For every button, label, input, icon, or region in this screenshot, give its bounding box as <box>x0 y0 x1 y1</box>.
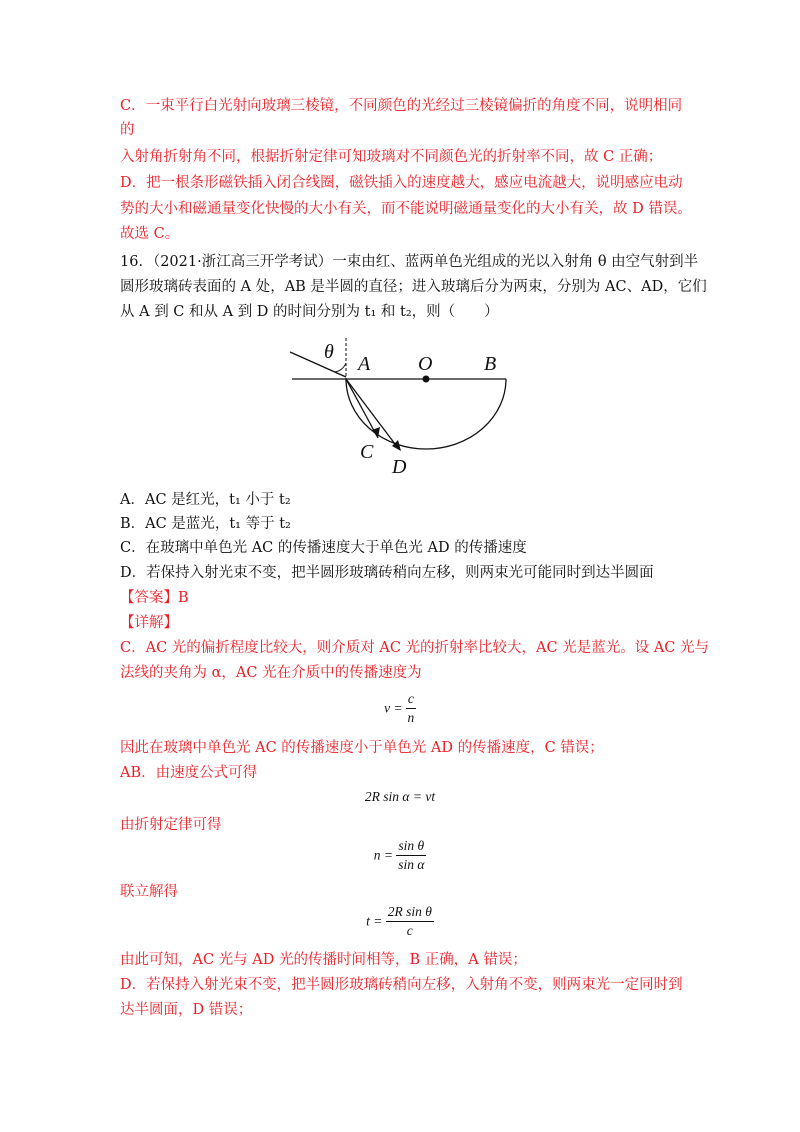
detail-c-line1: C．AC 光的偏折程度比较大，则介质对 AC 光的折射率比较大，AC 光是蓝光。设 AC 光与 <box>120 640 710 656</box>
detail-d-line1: D．若保持入射光束不变，把半圆形玻璃砖稍向左移，入射角不变，则两束光一定同时到 <box>120 977 683 993</box>
prev-option-c-line1: C．一束平行白光射向玻璃三棱镜，不同颜色的光经过三棱镜偏折的角度不同，说明相同 <box>120 98 683 114</box>
equation-t <box>350 904 450 939</box>
equation-n-numerator: sin θ <box>396 838 426 856</box>
label-d: D <box>392 456 407 478</box>
prev-option-c-line3: 入射角折射角不同，根据折射定律可知玻璃对不同颜色光的折射率不同，故 C 正确； <box>120 149 663 165</box>
label-o: O <box>418 353 433 375</box>
detail-d-line2: 达半圆面，D 错误； <box>120 1002 253 1018</box>
equation-t-lhs: t = <box>366 913 383 929</box>
equation-v <box>370 691 430 726</box>
answer-label: 【答案】 <box>120 590 178 606</box>
theta-arc <box>334 363 346 372</box>
equation-n <box>360 838 440 873</box>
incident-ray <box>290 352 346 377</box>
equation-t-fraction <box>386 904 434 939</box>
question-16-line2: 圆形玻璃砖表面的 A 处，AB 是半圆的直径；进入玻璃后分为两束，分别为 AC、AD，它们 <box>120 279 707 295</box>
ray-ac <box>346 379 378 438</box>
detail-ab-line: AB．由速度公式可得 <box>120 765 258 781</box>
ray-ad <box>346 379 398 448</box>
prev-option-c-line2: 的 <box>120 122 135 138</box>
detail-conclusion: 由此可知，AC 光与 AD 光的传播时间相等，B 正确，A 错误； <box>120 952 527 968</box>
label-theta: θ <box>324 341 334 363</box>
label-a: A <box>358 353 371 375</box>
equation-n-lhs: n = <box>373 847 394 863</box>
option-c: C．在玻璃中单色光 AC 的传播速度大于单色光 AD 的传播速度 <box>120 540 527 556</box>
semicircle-glass-figure <box>280 330 540 480</box>
equation-v-numerator: c <box>406 691 416 709</box>
label-b: B <box>484 353 497 375</box>
equation-n-fraction <box>396 838 426 873</box>
option-d: D．若保持入射光束不变，把半圆形玻璃砖稍向左移，则两束光可能同时到达半圆面 <box>120 565 654 581</box>
equation-v-fraction <box>406 691 416 726</box>
detail-solve-line: 联立解得 <box>120 884 178 900</box>
equation-v-lhs: v = <box>384 700 403 716</box>
detail-label: 【详解】 <box>120 615 178 631</box>
label-c: C <box>360 441 374 463</box>
equation-t-denominator: c <box>406 923 413 938</box>
equation-velocity: 2R sin α = vt <box>364 789 436 804</box>
prev-choose: 故选 C。 <box>120 226 180 242</box>
semicircle-arc <box>346 379 506 449</box>
prev-option-d-line1: D．把一根条形磁铁插入闭合线圈，磁铁插入的速度越大，感应电流越大，说明感应电动 <box>120 175 683 191</box>
equation-t-numerator: 2R sin θ <box>386 904 434 922</box>
equation-n-denominator: sin α <box>398 857 425 872</box>
answer-value: B <box>178 590 189 606</box>
detail-c-line3: 因此在玻璃中单色光 AC 的传播速度小于单色光 AD 的传播速度，C 错误； <box>120 740 604 756</box>
equation-v-denominator: n <box>407 710 415 725</box>
prev-option-d-line2: 势的大小和磁通量变化快慢的大小有关，而不能说明磁通量变化的大小有关，故 D 错误。 <box>120 201 692 217</box>
option-b: B．AC 是蓝光，t₁ 等于 t₂ <box>120 516 291 532</box>
question-16-line3: 从 A 到 C 和从 A 到 D 的时间分别为 t₁ 和 t₂，则（ ） <box>120 304 499 320</box>
question-16-line1: 16．（2021·浙江高三开学考试）一束由红、蓝两单色光组成的光以入射角 θ 由空气射到半 <box>120 254 699 270</box>
detail-law-line: 由折射定律可得 <box>120 817 222 833</box>
detail-c-line2: 法线的夹角为 α，AC 光在介质中的传播速度为 <box>120 665 422 681</box>
option-a: A．AC 是红光，t₁ 小于 t₂ <box>120 492 291 508</box>
answer-line <box>120 588 680 608</box>
center-point-o <box>423 376 430 383</box>
